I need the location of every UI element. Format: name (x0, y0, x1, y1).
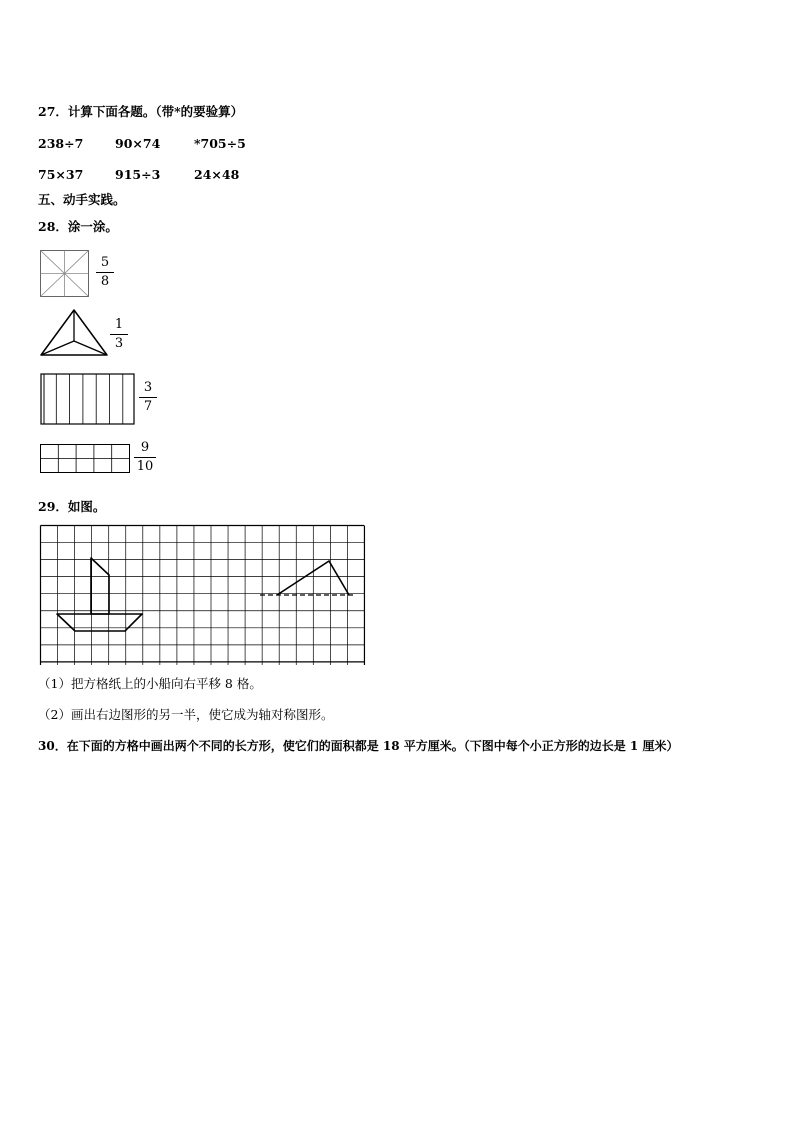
denominator: 10 (136, 459, 154, 474)
fraction-bar (139, 397, 157, 398)
question-28-title: 28．涂一涂。 (38, 219, 118, 234)
half-figure (260, 561, 353, 595)
section-5-title: 五、动手实践。 (38, 192, 126, 207)
grid-lines (41, 526, 365, 666)
question-27-title: 27．计算下面各题。（带*的要验算） (38, 104, 244, 119)
fraction-bar (110, 334, 128, 335)
question-29-part-1: （1）把方格纸上的小船向右平移 8 格。 (38, 676, 262, 691)
numerator: 1 (114, 317, 124, 332)
question-29-title: 29．如图。 (38, 499, 106, 514)
numerator: 5 (100, 255, 110, 270)
boat-figure (57, 558, 142, 631)
fraction-three-sevenths (139, 381, 157, 414)
denominator: 8 (100, 274, 110, 289)
numerator: 3 (143, 380, 153, 395)
question-30-title: 30．在下面的方格中画出两个不同的长方形，使它们的面积都是 18 平方厘米。（下图中每个小正方形的边长是 1 厘米） (38, 739, 679, 753)
calc-item: 75×37 (38, 167, 84, 182)
calc-item: 90×74 (115, 136, 161, 151)
calc-item: 238÷7 (38, 136, 84, 151)
rectangle-sevenths-figure (40, 373, 136, 425)
denominator: 7 (143, 399, 153, 414)
denominator: 3 (114, 336, 124, 351)
triangle-thirds-figure (40, 309, 110, 357)
calc-item: *705÷5 (194, 136, 246, 151)
numerator: 9 (140, 440, 150, 455)
fraction-nine-tenths (134, 441, 156, 474)
calc-item: 915÷3 (115, 167, 161, 182)
question-29-part-2: （2）画出右边图形的另一半，使它成为轴对称图形。 (38, 707, 334, 722)
grid-paper (40, 525, 366, 667)
fraction-one-third (110, 318, 128, 351)
fraction-bar (96, 272, 114, 273)
fraction-bar (134, 457, 156, 458)
fraction-five-eighths (96, 256, 114, 289)
grid-tenths-figure (40, 444, 132, 474)
calc-item: 24×48 (194, 167, 240, 182)
square-eighths-figure (40, 250, 90, 298)
